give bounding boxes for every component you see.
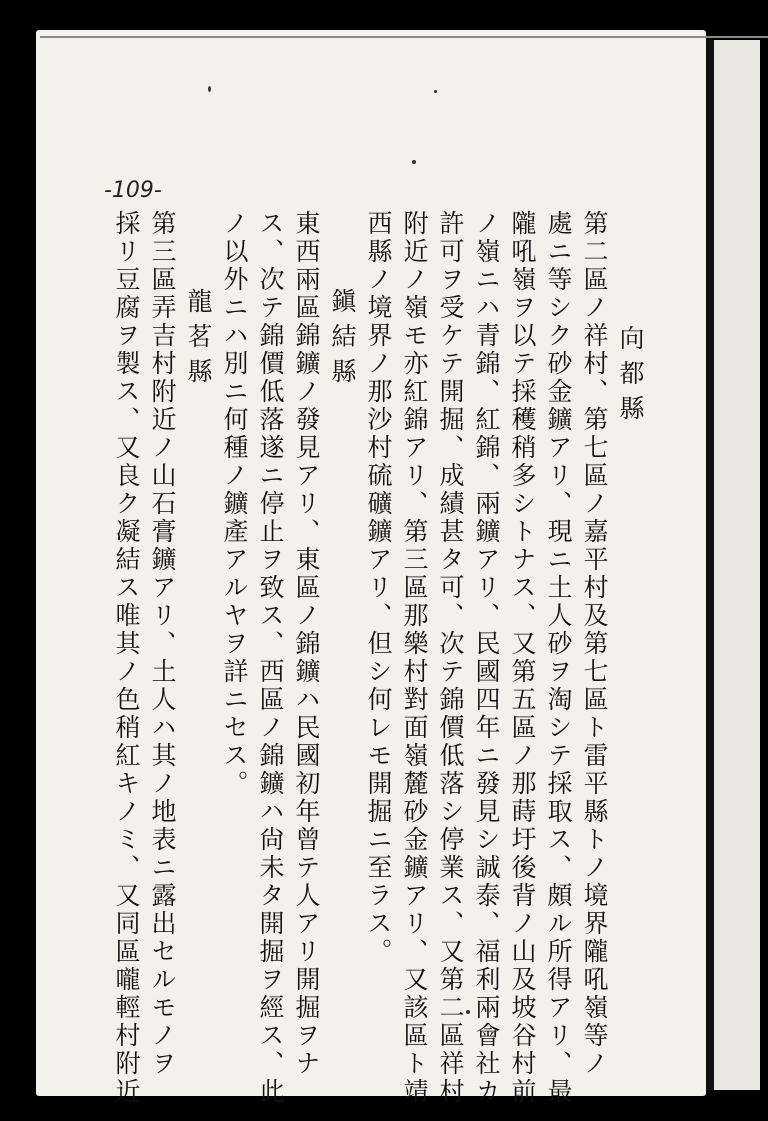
section-heading-zhenjie: 鎭結縣 (328, 288, 357, 393)
text-column: 許可ヲ受ケテ開掘、成績甚タ可、次テ錦價低落シ停業ス、又第二區祥村 (436, 210, 465, 1106)
text-column: 附近ノ嶺モ亦紅錦アリ、第三區那樂村對面嶺麓砂金鑛アリ、又該區ト靖 (400, 210, 429, 1106)
section-heading-longming: 龍茗縣 (184, 288, 213, 393)
text-column: ノ以外ニハ別ニ何種ノ鑛產アルヤヲ詳ニセス。 (220, 210, 249, 798)
text-column: 東西兩區錦鑛ノ發見アリ、東區ノ錦鑛ハ民國初年曾テ人アリ開掘ヲナ (292, 210, 321, 1078)
page-number: -109- (104, 178, 162, 203)
text-column: 西縣ノ境界ノ那沙村硫礦鑛アリ、但シ何レモ開掘ニ至ラス。 (364, 210, 393, 966)
text-column: 第三區弄吉村附近ノ山石膏鑛アリ、土人ハ其ノ地表ニ露出セルモノヲ (148, 210, 177, 1078)
text-column: 採リ豆腐ヲ製ス、又良ク凝結ス唯其ノ色稍紅キノミ、又同區嚨輕村附近 (112, 210, 141, 1106)
vertical-text-block (108, 210, 648, 1106)
ink-speck (466, 1010, 470, 1014)
text-column: ノ嶺ニハ青錦、紅錦、兩鑛アリ、民國四年ニ發見シ誠泰、福利兩會社カ (472, 210, 501, 1106)
text-column: 隴吼嶺ヲ以テ採穫稍多シトナス、又第五區ノ那蒔圩後背ノ山及坡谷村前 (508, 210, 537, 1106)
text-column: 處ニ等シク砂金鑛アリ、現ニ土人砂ヲ淘シテ採取ス、頗ル所得アリ、最 (544, 210, 573, 1106)
ink-speck (412, 160, 416, 164)
page-top-edge (40, 36, 768, 38)
ink-speck (208, 86, 211, 92)
ink-speck (434, 90, 437, 93)
text-column: ス、次テ錦價低落遂ニ停止ヲ致ス、西區ノ錦鑛ハ尙未タ開掘ヲ經ス、此 (256, 210, 285, 1106)
section-heading-xiangdu: 向都縣 (616, 325, 645, 430)
next-page-edge (706, 40, 760, 1090)
text-column: 第二區ノ祥村、第七區ノ嘉平村及第七區ト雷平縣トノ境界隴吼嶺等ノ (580, 210, 609, 1078)
